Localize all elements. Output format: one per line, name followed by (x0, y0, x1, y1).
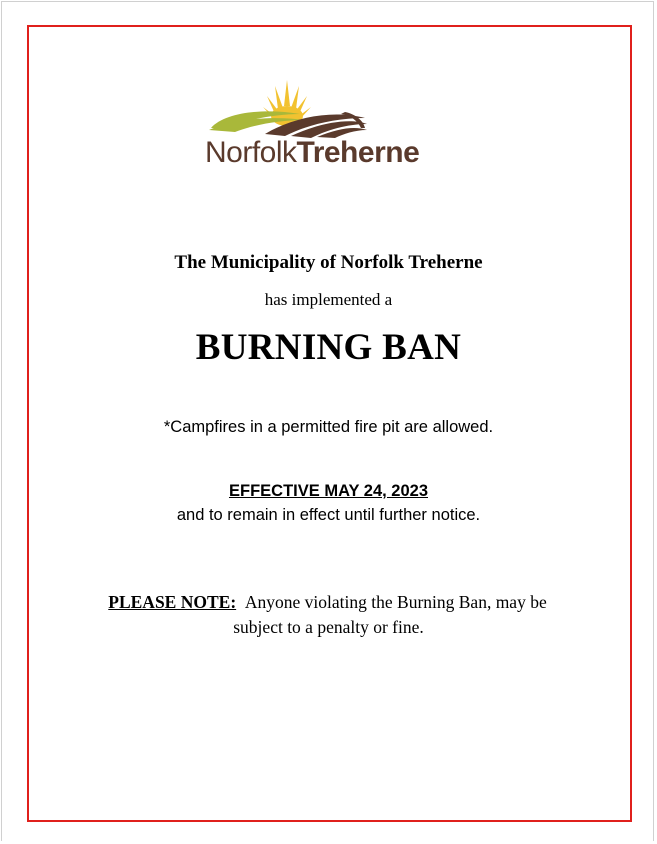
please-note-line (0, 592, 656, 613)
implemented-subheading: has implemented a (264, 290, 393, 309)
campfire-note: *Campfires in a permitted fire pit are allowed. (163, 418, 494, 436)
sun-fields-logo-icon (205, 76, 435, 138)
municipality-logo (205, 76, 435, 176)
logo-word-treherne: Treherne (296, 136, 420, 169)
burning-ban-title: BURNING BAN (195, 327, 462, 368)
please-note-text: Anyone violating the Burning Ban, may be (244, 592, 547, 612)
remain-in-effect-text: and to remain in effect until further notice. (176, 506, 481, 524)
logo-word-norfolk: Norfolk (205, 136, 297, 169)
municipality-heading: The Municipality of Norfolk Treherne (174, 252, 483, 273)
logo-wordmark (205, 138, 435, 168)
please-note-continuation: subject to a penalty or fine. (233, 617, 424, 637)
please-note-label: PLEASE NOTE: (108, 592, 237, 612)
effective-date: EFFECTIVE MAY 24, 2023 (228, 482, 428, 500)
